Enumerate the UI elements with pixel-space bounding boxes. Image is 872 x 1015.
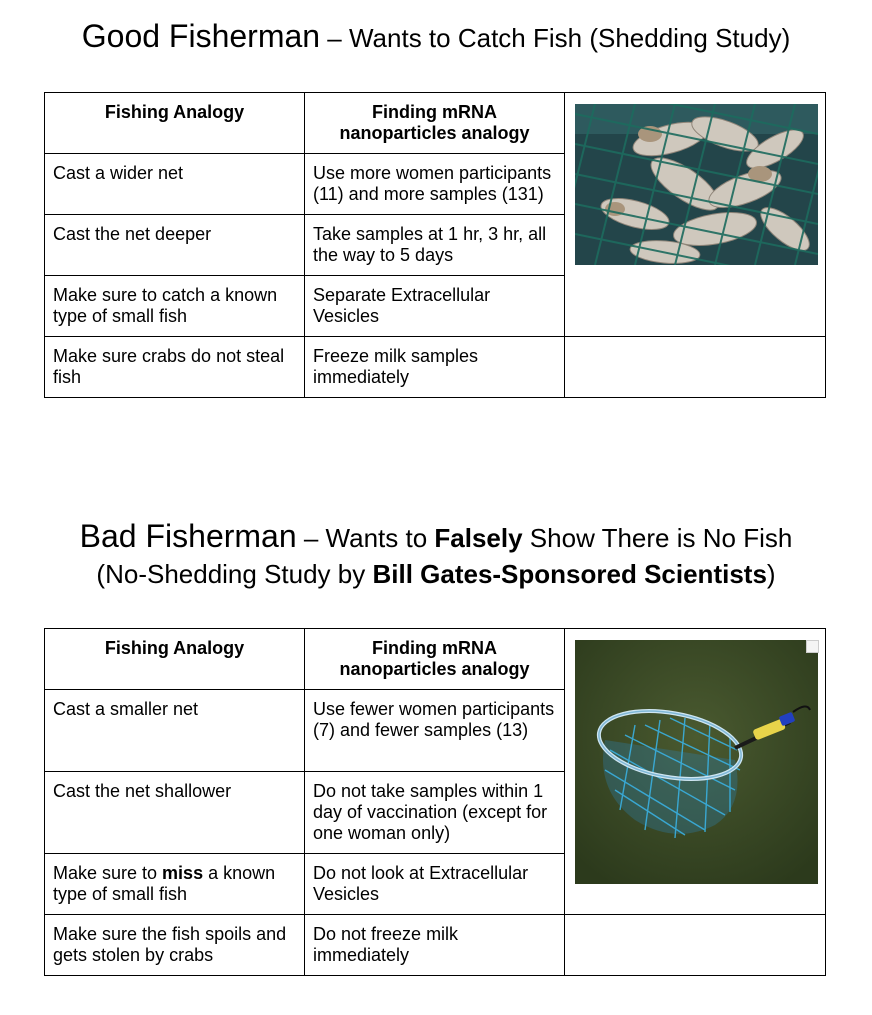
bad-fisherman-table xyxy=(44,628,826,976)
bad-title-line2-pre: (No-Shedding Study by xyxy=(96,559,373,589)
bad-row-3-analogy-post: a known type of small fish xyxy=(53,863,276,904)
fish-in-net-photo xyxy=(575,104,818,265)
bad-title-pre: – Wants to xyxy=(296,523,435,553)
bad-row-2-finding: Do not take samples within 1 day of vaccination (except for one woman only) xyxy=(305,772,565,854)
bad-header-fishing: Fishing Analogy xyxy=(45,629,305,690)
bad-row-3-analogy-pre: Make sure to xyxy=(53,863,163,883)
bad-fisherman-title xyxy=(0,516,872,591)
good-empty-cell xyxy=(565,337,826,398)
empty-landing-net-photo xyxy=(575,640,818,884)
bad-row-3-analogy xyxy=(45,854,305,915)
good-row-1-analogy: Cast a wider net xyxy=(45,154,305,215)
bad-title-main: Bad Fisherman xyxy=(79,518,297,554)
good-row-4-analogy: Make sure crabs do not steal fish xyxy=(45,337,305,398)
bad-title-line2-post: ) xyxy=(766,559,776,589)
good-row-1-finding: Use more women participants (11) and more samples (131) xyxy=(305,154,565,215)
bad-row-1-finding: Use fewer women participants (7) and fewer samples (13) xyxy=(305,690,565,772)
good-row-2-analogy: Cast the net deeper xyxy=(45,215,305,276)
bad-row-3-finding: Do not look at Extracellular Vesicles xyxy=(305,854,565,915)
bad-empty-cell xyxy=(565,915,826,976)
bad-photo-wrap xyxy=(575,640,819,884)
bad-title-bold: Falsely xyxy=(434,523,523,553)
good-row-2-finding: Take samples at 1 hr, 3 hr, all the way to 5 days xyxy=(305,215,565,276)
good-row-3-finding: Separate Extracellular Vesicles xyxy=(305,276,565,337)
bad-row-1-analogy: Cast a smaller net xyxy=(45,690,305,772)
bad-header-finding: Finding mRNA nanoparticles analogy xyxy=(305,629,565,690)
good-header-fishing: Fishing Analogy xyxy=(45,93,305,154)
good-fisherman-table xyxy=(44,92,826,398)
bad-row-4-finding: Do not freeze milk immediately xyxy=(305,915,565,976)
good-row-4-finding: Freeze milk samples immediately xyxy=(305,337,565,398)
bad-title-line2-bold: Bill Gates-Sponsored Scientists xyxy=(372,559,767,589)
image-menu-icon[interactable] xyxy=(806,640,819,653)
good-row-3-analogy: Make sure to catch a known type of small fish xyxy=(45,276,305,337)
bad-row-2-analogy: Cast the net shallower xyxy=(45,772,305,854)
bad-title-post: Show There is No Fish xyxy=(522,523,793,553)
good-fisherman-title xyxy=(0,16,872,56)
good-title-main: Good Fisherman xyxy=(81,18,321,54)
bad-row-4-analogy: Make sure the fish spoils and gets stolen by crabs xyxy=(45,915,305,976)
good-title-rest: – Wants to Catch Fish (Shedding Study) xyxy=(320,23,791,53)
bad-title-line2 xyxy=(0,558,872,591)
bad-photo-cell xyxy=(565,629,826,915)
bad-row-3-analogy-bold: miss xyxy=(162,863,204,883)
good-header-finding: Finding mRNA nanoparticles analogy xyxy=(305,93,565,154)
good-photo-cell xyxy=(565,93,826,337)
